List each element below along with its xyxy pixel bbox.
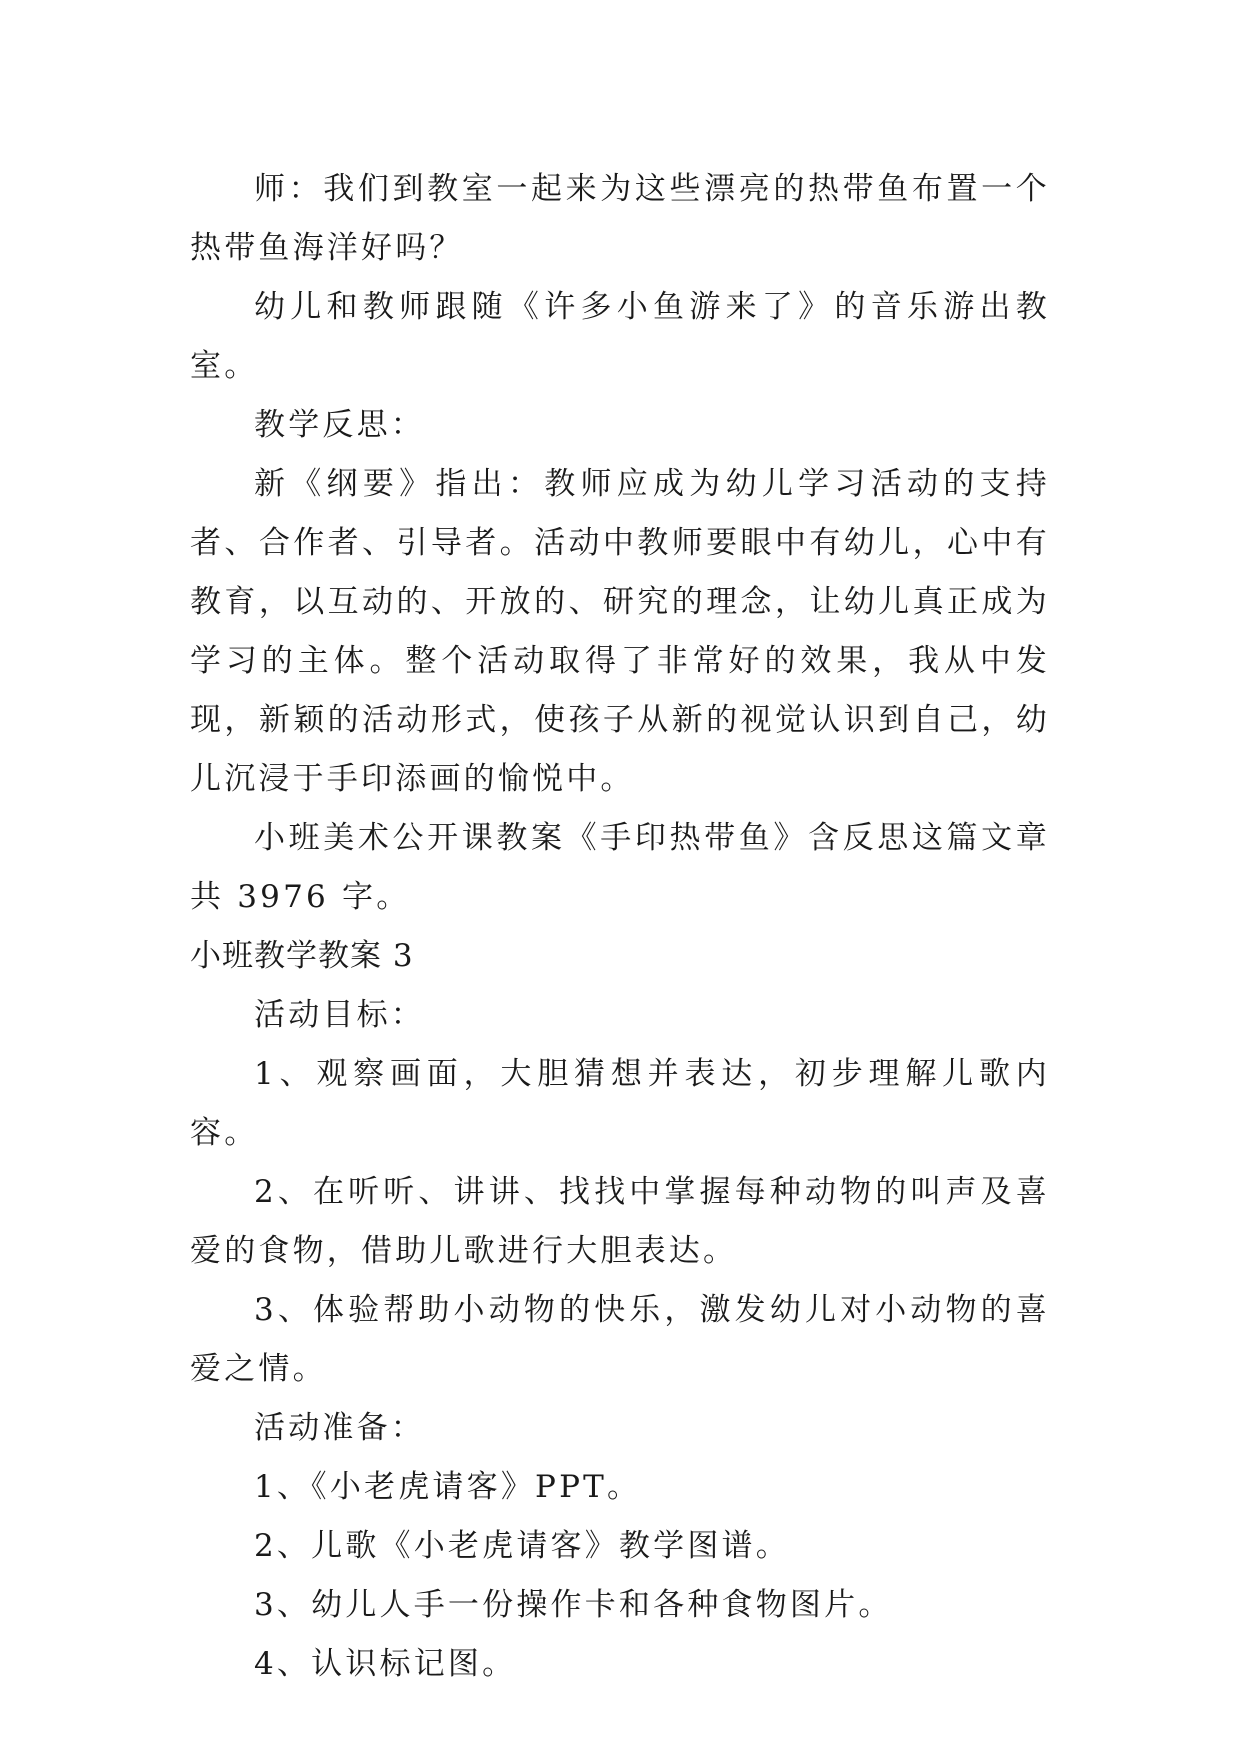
- paragraph-prep-1: 1、《小老虎请客》PPT。: [254, 1469, 642, 1505]
- paragraph-prep-2: 2、儿歌《小老虎请客》教学图谱。: [254, 1528, 790, 1564]
- paragraph-goals-label: 活动目标：: [254, 997, 425, 1033]
- paragraph-goal-1: 1、观察画面，大胆猜想并表达，初步理解儿歌内容。: [190, 1056, 1050, 1151]
- paragraph-word-count: 小班美术公开课教案《手印热带鱼》含反思这篇文章共 3976 字。: [190, 820, 1050, 915]
- paragraph-prep-3: 3、幼儿人手一份操作卡和各种食物图片。: [254, 1587, 893, 1623]
- section-heading: 小班教学教案 3: [190, 938, 414, 974]
- paragraph-teacher-line: 师：我们到教室一起来为这些漂亮的热带鱼布置一个热带鱼海洋好吗？: [190, 171, 1050, 266]
- paragraph-prep-4: 4、认识标记图。: [254, 1646, 517, 1682]
- paragraph-goal-3: 3、体验帮助小动物的快乐，激发幼儿对小动物的喜爱之情。: [190, 1292, 1050, 1387]
- paragraph-exit-classroom: 幼儿和教师跟随《许多小鱼游来了》的音乐游出教室。: [190, 289, 1050, 384]
- document-body: [190, 160, 1050, 1694]
- paragraph-goal-2: 2、在听听、讲讲、找找中掌握每种动物的叫声及喜爱的食物，借助儿歌进行大胆表达。: [190, 1174, 1050, 1269]
- paragraph-reflection-label: 教学反思：: [254, 407, 425, 443]
- paragraph-prep-label: 活动准备：: [254, 1410, 425, 1446]
- paragraph-reflection-body: 新《纲要》指出：教师应成为幼儿学习活动的支持者、合作者、引导者。活动中教师要眼中有幼儿，心中有教育，以互动的、开放的、研究的理念，让幼儿真正成为学习的主体。整个活动取得了非常好的效果，我从中发现，新颖的活动形式，使孩子从新的视觉认识到自己，幼儿沉浸于手印添画的愉悦中。: [190, 466, 1050, 797]
